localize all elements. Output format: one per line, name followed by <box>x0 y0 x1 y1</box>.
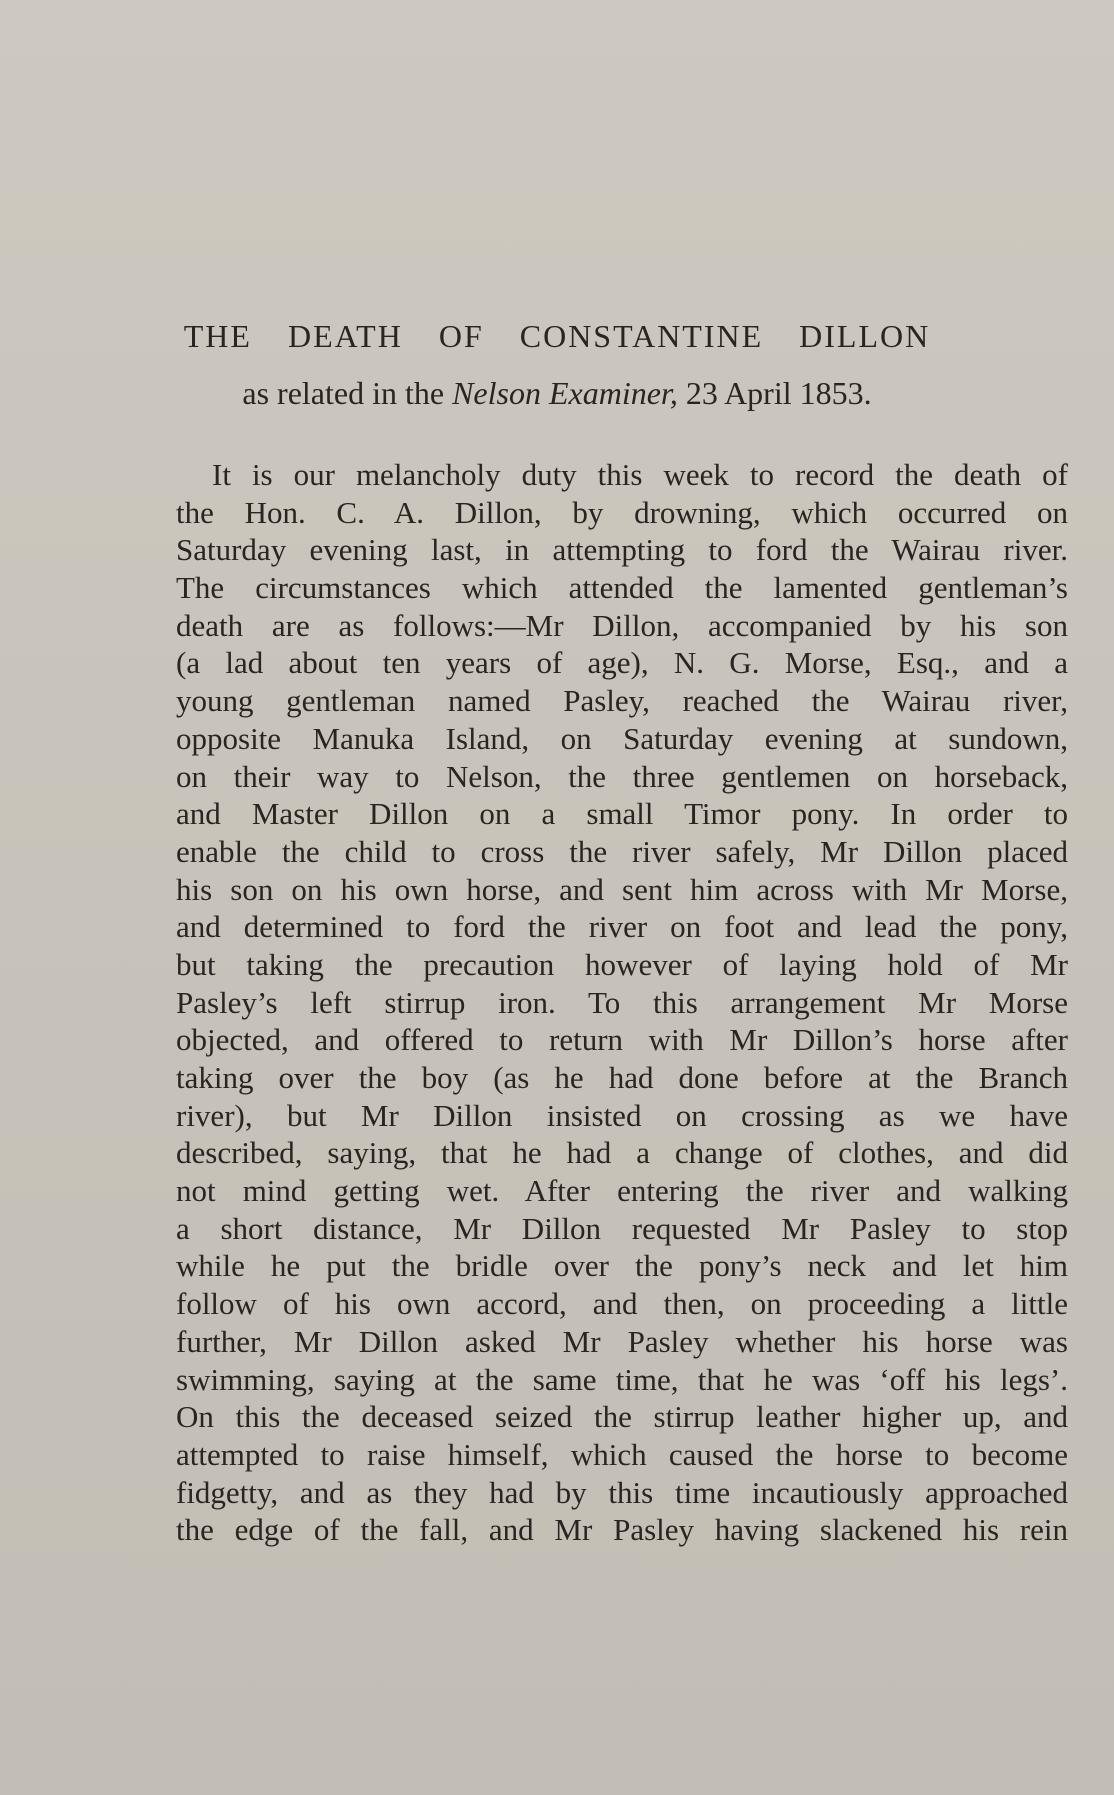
body-line: The circumstances which attended the lamented gentleman’s <box>176 570 1068 606</box>
subtitle-publication: Nelson Examiner, <box>452 375 678 411</box>
body-line: opposite Manuka Island, on Saturday evening at sundown, <box>176 720 1068 756</box>
body-line: swimming, saying at the same time, that he was ‘off his legs’. <box>176 1361 1068 1397</box>
body-line: not mind getting wet. After entering the river and walking <box>176 1173 1068 1209</box>
body-line: and determined to ford the river on foot and lead the pony, <box>176 909 1068 945</box>
body-line: a short distance, Mr Dillon requested Mr Pasley to stop <box>176 1210 1068 1246</box>
body-line: river), but Mr Dillon insisted on crossing as we have <box>176 1097 1068 1133</box>
body-line: objected, and offered to return with Mr Dillon’s horse after <box>176 1022 1068 1058</box>
body-line: Saturday evening last, in attempting to ford the Wairau river. <box>176 532 1068 568</box>
body-line: On this the deceased seized the stirrup leather higher up, and <box>176 1399 1068 1435</box>
body-line: taking over the boy (as he had done before at the Branch <box>176 1060 1068 1095</box>
body-line: (a lad about ten years of age), N. G. Morse, Esq., and a <box>176 645 1068 681</box>
body-line: Pasley’s left stirrup iron. To this arrangement Mr Morse <box>176 984 1068 1020</box>
body-line: It is our melancholy duty this week to record the death of <box>212 457 1068 492</box>
body-line: enable the child to cross the river safely, Mr Dillon placed <box>176 833 1068 869</box>
body-line: while he put the bridle over the pony’s neck and let him <box>176 1248 1068 1284</box>
body-line: fidgetty, and as they had by this time incautiously approached <box>176 1474 1068 1510</box>
document-title: THE DEATH OF CONSTANTINE DILLON <box>183 318 931 354</box>
body-line: but taking the precaution however of laying hold of Mr <box>176 946 1068 982</box>
body-line: young gentleman named Pasley, reached the Wairau river, <box>176 683 1068 719</box>
body-line: described, saying, that he had a change of clothes, and did <box>176 1135 1068 1171</box>
body-line: his son on his own horse, and sent him across with Mr Morse, <box>176 871 1068 907</box>
body-line: the edge of the fall, and Mr Pasley having slackened his rein <box>176 1512 1068 1548</box>
body-line: death are as follows:—Mr Dillon, accompanied by his son <box>176 607 1068 643</box>
body-line: the Hon. C. A. Dillon, by drowning, which occurred on <box>176 494 1068 530</box>
subtitle-date: 23 April 1853. <box>677 375 872 411</box>
body-line: further, Mr Dillon asked Mr Pasley whether his horse was <box>176 1323 1068 1359</box>
document-subtitle <box>0 375 1114 412</box>
body-line: and Master Dillon on a small Timor pony. In order to <box>176 796 1068 832</box>
subtitle-prefix: as related in the <box>242 375 453 411</box>
body-line: attempted to raise himself, which caused the horse to become <box>176 1436 1068 1472</box>
body-line: follow of his own accord, and then, on proceeding a little <box>176 1286 1068 1322</box>
article-body <box>176 456 1068 1549</box>
body-line: on their way to Nelson, the three gentlemen on horseback, <box>176 758 1068 794</box>
